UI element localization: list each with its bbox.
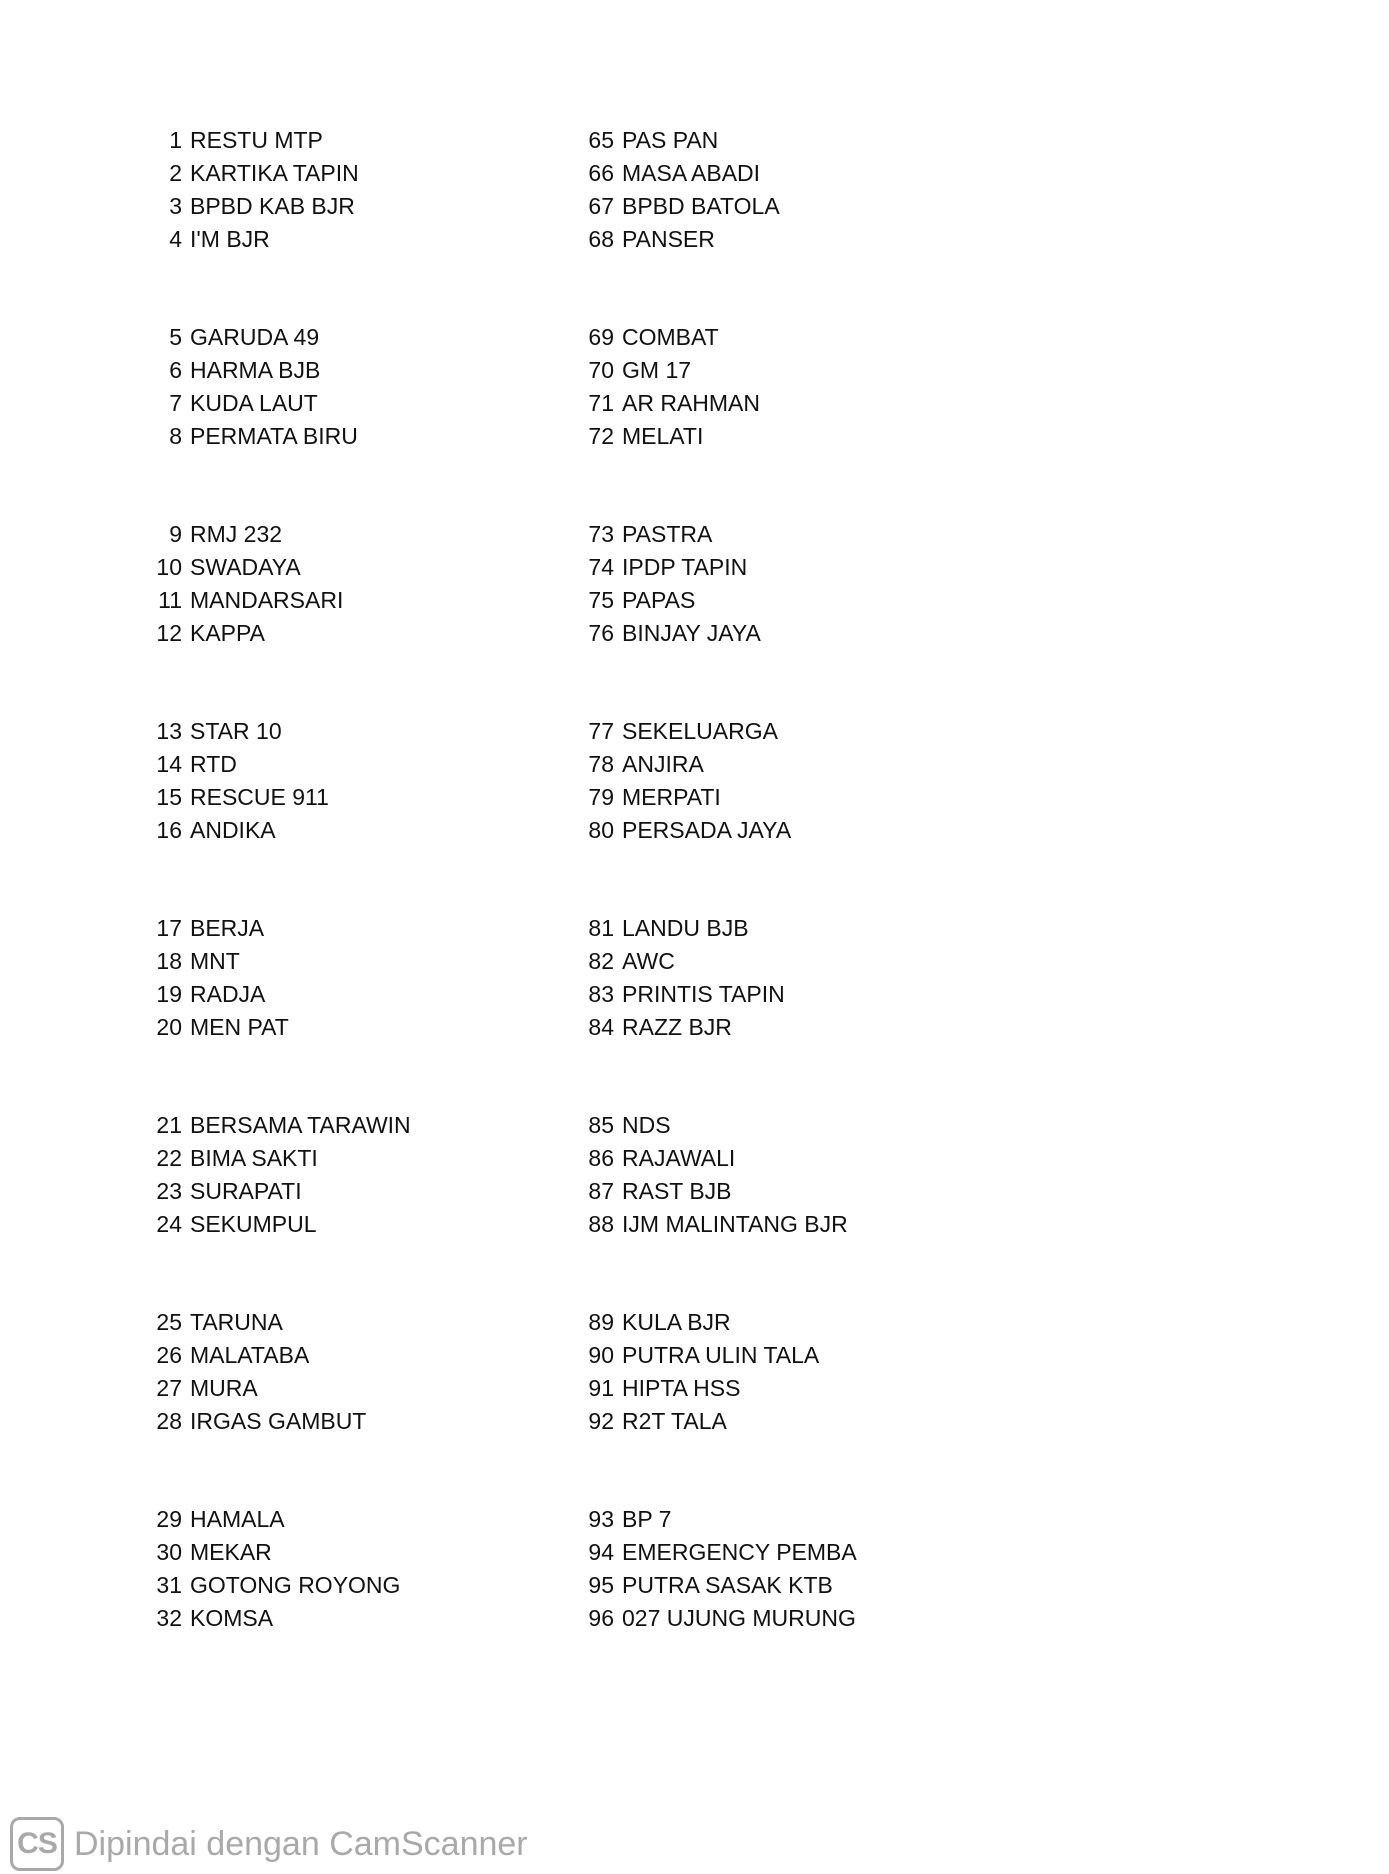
entry-number: 31 — [156, 1572, 182, 1598]
list-item — [148, 814, 411, 847]
entry-number: 90 — [588, 1342, 614, 1368]
entry-name: BINJAY JAYA — [622, 620, 761, 646]
entry-number: 89 — [588, 1309, 614, 1335]
entry-number: 77 — [588, 718, 614, 744]
entry-name: PUTRA SASAK KTB — [622, 1572, 833, 1598]
entry-name: GOTONG ROYONG — [190, 1572, 401, 1598]
entry-number: 86 — [588, 1145, 614, 1171]
entry-number: 78 — [588, 751, 614, 777]
entry-number: 18 — [156, 948, 182, 974]
list-item — [580, 551, 857, 584]
entry-number: 19 — [156, 981, 182, 1007]
entry-name: BIMA SAKTI — [190, 1145, 318, 1171]
entry-group — [580, 518, 857, 715]
entry-name: MURA — [190, 1375, 258, 1401]
list-item — [580, 1175, 857, 1208]
entry-name: RAJAWALI — [622, 1145, 736, 1171]
entry-number: 93 — [588, 1506, 614, 1532]
list-item — [148, 321, 411, 354]
entry-number: 70 — [588, 357, 614, 383]
entry-number: 21 — [156, 1112, 182, 1138]
list-item — [148, 1109, 411, 1142]
list-item — [580, 1372, 857, 1405]
list-item — [148, 748, 411, 781]
entry-name: COMBAT — [622, 324, 719, 350]
list-item — [580, 420, 857, 453]
entry-name: GARUDA 49 — [190, 324, 320, 350]
entry-name: PERSADA JAYA — [622, 817, 792, 843]
entry-number: 7 — [169, 390, 182, 416]
entry-number: 29 — [156, 1506, 182, 1532]
entry-number: 11 — [158, 587, 182, 613]
entry-number: 8 — [169, 423, 182, 449]
entry-name: PUTRA ULIN TALA — [622, 1342, 820, 1368]
entry-name: SWADAYA — [190, 554, 301, 580]
entry-name: AR RAHMAN — [622, 390, 761, 416]
entry-number: 73 — [588, 521, 614, 547]
entry-number: 25 — [156, 1309, 182, 1335]
list-item — [148, 420, 411, 453]
list-item — [148, 1536, 411, 1569]
list-item — [580, 945, 857, 978]
entry-name: KUDA LAUT — [190, 390, 318, 416]
list-item — [148, 1011, 411, 1044]
list-item — [148, 1339, 411, 1372]
list-item — [580, 157, 857, 190]
list-item — [580, 387, 857, 420]
entry-name: MASA ABADI — [622, 160, 761, 186]
list-item — [580, 1405, 857, 1438]
list-item — [148, 1372, 411, 1405]
entry-name: TARUNA — [190, 1309, 283, 1335]
watermark-text: Dipindai dengan CamScanner — [74, 1824, 528, 1863]
entry-number: 32 — [156, 1605, 182, 1631]
entry-number: 82 — [588, 948, 614, 974]
list-item — [580, 321, 857, 354]
entry-name: NDS — [622, 1112, 671, 1138]
entry-name: AWC — [622, 948, 675, 974]
entry-number: 92 — [588, 1408, 614, 1434]
list-item — [148, 781, 411, 814]
entry-name: HAMALA — [190, 1506, 285, 1532]
list-item — [580, 617, 857, 650]
entry-name: STAR 10 — [190, 718, 282, 744]
entry-name: PANSER — [622, 226, 715, 252]
entry-name: BPBD BATOLA — [622, 193, 780, 219]
left-column — [148, 124, 411, 1700]
entry-number: 27 — [156, 1375, 182, 1401]
list-item — [148, 1208, 411, 1241]
entry-group — [580, 1306, 857, 1503]
entry-number: 80 — [588, 817, 614, 843]
entry-name: BPBD KAB BJR — [190, 193, 355, 219]
entry-number: 81 — [588, 915, 614, 941]
list-item — [580, 1602, 857, 1635]
list-item — [148, 124, 411, 157]
entry-name: MEKAR — [190, 1539, 272, 1565]
entry-name: RMJ 232 — [190, 521, 283, 547]
right-column — [580, 124, 857, 1700]
entry-number: 13 — [156, 718, 182, 744]
list-item — [580, 190, 857, 223]
entry-number: 22 — [156, 1145, 182, 1171]
entry-name: KULA BJR — [622, 1309, 731, 1335]
entry-number: 15 — [156, 784, 182, 810]
list-item — [580, 584, 857, 617]
entry-name: PAS PAN — [622, 127, 719, 153]
entry-name: MALATABA — [190, 1342, 310, 1368]
entry-number: 85 — [588, 1112, 614, 1138]
list-item — [148, 1405, 411, 1438]
list-item — [148, 190, 411, 223]
list-item — [148, 1602, 411, 1635]
list-item — [148, 223, 411, 256]
entry-name: IJM MALINTANG BJR — [622, 1211, 848, 1237]
entry-name: LANDU BJB — [622, 915, 749, 941]
entry-number: 24 — [156, 1211, 182, 1237]
entry-name: MELATI — [622, 423, 704, 449]
entry-number: 76 — [588, 620, 614, 646]
entry-name: MNT — [190, 948, 240, 974]
camscanner-logo-icon: CS — [10, 1817, 64, 1871]
entry-name: RTD — [190, 751, 237, 777]
entry-number: 10 — [156, 554, 182, 580]
list-item — [580, 1339, 857, 1372]
entry-name: GM 17 — [622, 357, 692, 383]
list-item — [580, 354, 857, 387]
list-item — [148, 715, 411, 748]
entry-name: BERJA — [190, 915, 265, 941]
list-item — [148, 387, 411, 420]
entry-name: SEKELUARGA — [622, 718, 778, 744]
list-item — [580, 518, 857, 551]
entry-name: SEKUMPUL — [190, 1211, 317, 1237]
entry-number: 69 — [588, 324, 614, 350]
entry-name: BP 7 — [622, 1506, 672, 1532]
list-item — [148, 551, 411, 584]
entry-group — [148, 321, 411, 518]
list-item — [580, 124, 857, 157]
entry-name: IRGAS GAMBUT — [190, 1408, 367, 1434]
list-item — [580, 1503, 857, 1536]
entry-group — [148, 1109, 411, 1306]
entry-number: 23 — [156, 1178, 182, 1204]
entry-group — [148, 1503, 411, 1700]
entry-number: 74 — [588, 554, 614, 580]
camscanner-watermark — [10, 1814, 528, 1874]
entry-group — [580, 1503, 857, 1700]
entry-number: 2 — [169, 160, 182, 186]
list-item — [580, 1011, 857, 1044]
list-item — [580, 1142, 857, 1175]
entry-number: 1 — [169, 127, 182, 153]
list-item — [148, 1569, 411, 1602]
list-item — [148, 1503, 411, 1536]
entry-number: 5 — [169, 324, 182, 350]
list-item — [580, 1569, 857, 1602]
entry-number: 96 — [588, 1605, 614, 1631]
entry-number: 91 — [588, 1375, 614, 1401]
entry-number: 75 — [588, 587, 614, 613]
entry-name: PAPAS — [622, 587, 696, 613]
entry-number: 14 — [156, 751, 182, 777]
entry-group — [580, 912, 857, 1109]
entry-group — [580, 1109, 857, 1306]
entry-name: IPDP TAPIN — [622, 554, 748, 580]
entry-number: 95 — [588, 1572, 614, 1598]
entry-number: 87 — [588, 1178, 614, 1204]
entry-number: 79 — [588, 784, 614, 810]
list-item — [148, 945, 411, 978]
list-item — [580, 912, 857, 945]
list-item — [580, 781, 857, 814]
entry-group — [148, 715, 411, 912]
entry-number: 88 — [588, 1211, 614, 1237]
list-item — [148, 617, 411, 650]
list-item — [148, 584, 411, 617]
entry-number: 28 — [156, 1408, 182, 1434]
entry-name: KOMSA — [190, 1605, 274, 1631]
list-item — [148, 912, 411, 945]
entry-name: RAZZ BJR — [622, 1014, 732, 1040]
entry-number: 26 — [156, 1342, 182, 1368]
entry-name: RESTU MTP — [190, 127, 323, 153]
entry-name: RESCUE 911 — [190, 784, 329, 810]
entry-number: 65 — [588, 127, 614, 153]
entry-name: ANDIKA — [190, 817, 276, 843]
entry-group — [580, 124, 857, 321]
entry-name: PASTRA — [622, 521, 713, 547]
entry-name: I'M BJR — [190, 226, 270, 252]
list-item — [148, 1306, 411, 1339]
list-item — [580, 748, 857, 781]
entry-group — [148, 1306, 411, 1503]
entry-number: 66 — [588, 160, 614, 186]
entry-number: 94 — [588, 1539, 614, 1565]
entry-group — [148, 912, 411, 1109]
entry-number: 30 — [156, 1539, 182, 1565]
entry-name: BERSAMA TARAWIN — [190, 1112, 411, 1138]
entry-group — [580, 321, 857, 518]
entry-number: 84 — [588, 1014, 614, 1040]
entry-number: 17 — [156, 915, 182, 941]
list-item — [580, 1109, 857, 1142]
entry-group — [148, 124, 411, 321]
list-item — [148, 978, 411, 1011]
entry-group — [148, 518, 411, 715]
entry-number: 4 — [169, 226, 182, 252]
entry-group — [580, 715, 857, 912]
entry-name: EMERGENCY PEMBA — [622, 1539, 857, 1565]
entry-name: 027 UJUNG MURUNG — [622, 1605, 856, 1631]
list-item — [580, 715, 857, 748]
list-item — [148, 1175, 411, 1208]
entry-name: RAST BJB — [622, 1178, 732, 1204]
list-item — [148, 518, 411, 551]
entry-name: RADJA — [190, 981, 266, 1007]
entry-name: HIPTA HSS — [622, 1375, 741, 1401]
entry-number: 3 — [169, 193, 182, 219]
list-item — [148, 1142, 411, 1175]
entry-name: PERMATA BIRU — [190, 423, 358, 449]
entry-name: PRINTIS TAPIN — [622, 981, 785, 1007]
entry-name: R2T TALA — [622, 1408, 727, 1434]
entry-number: 71 — [588, 390, 614, 416]
entry-name: HARMA BJB — [190, 357, 321, 383]
entry-number: 20 — [156, 1014, 182, 1040]
entry-name: ANJIRA — [622, 751, 704, 777]
entry-name: MANDARSARI — [190, 587, 344, 613]
list-item — [148, 354, 411, 387]
entry-number: 9 — [169, 521, 182, 547]
list-item — [580, 814, 857, 847]
entry-name: SURAPATI — [190, 1178, 302, 1204]
entry-name: KARTIKA TAPIN — [190, 160, 359, 186]
entry-number: 83 — [588, 981, 614, 1007]
entry-number: 6 — [169, 357, 182, 383]
list-item — [148, 157, 411, 190]
entry-number: 67 — [588, 193, 614, 219]
list-item — [580, 223, 857, 256]
entry-number: 72 — [588, 423, 614, 449]
entry-name: MEN PAT — [190, 1014, 289, 1040]
entry-number: 68 — [588, 226, 614, 252]
list-item — [580, 978, 857, 1011]
list-item — [580, 1536, 857, 1569]
entry-name: MERPATI — [622, 784, 721, 810]
entry-number: 16 — [156, 817, 182, 843]
entry-number: 12 — [156, 620, 182, 646]
list-item — [580, 1306, 857, 1339]
list-item — [580, 1208, 857, 1241]
entry-name: KAPPA — [190, 620, 265, 646]
